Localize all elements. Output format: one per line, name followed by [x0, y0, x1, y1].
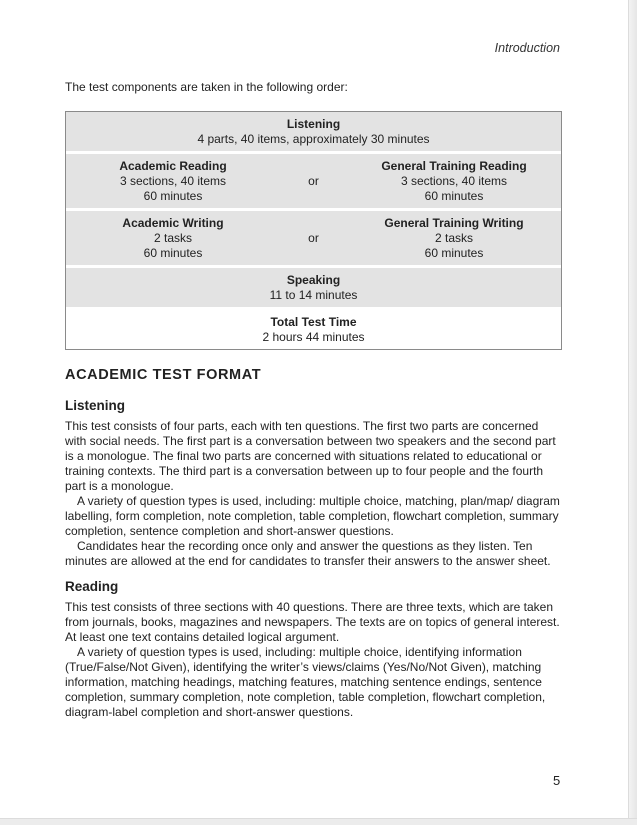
general-writing-time: 60 minutes: [424, 246, 484, 260]
total-time-detail: 2 hours 44 minutes: [262, 330, 365, 344]
academic-reading-items: 3 sections, 40 items: [119, 174, 227, 188]
listening-section-text: [65, 419, 561, 569]
listening-title: Listening: [286, 117, 341, 131]
test-order-table: [65, 111, 562, 350]
speaking-detail: 11 to 14 minutes: [269, 288, 358, 302]
page-bottom-edge: [0, 818, 637, 825]
listening-detail: 4 parts, 40 items, approximately 30 minutes: [197, 132, 430, 146]
page-number: 5: [553, 773, 561, 788]
speaking-row: [66, 268, 561, 310]
reading-section-text: [65, 600, 561, 720]
listening-heading: Listening: [65, 398, 125, 413]
academic-writing-cell: [66, 216, 280, 261]
writing-row: [66, 211, 561, 268]
general-writing-tasks: 2 tasks: [434, 231, 473, 245]
academic-reading-title: Academic Reading: [119, 159, 227, 173]
general-reading-time: 60 minutes: [424, 189, 484, 203]
listening-paragraph-2: A variety of question types is used, including: multiple choice, matching, plan/map/ diagram labelling, form completion, note completion, table completion, flowchart completion, summary completion, sentence completion and short-answer questions.: [65, 494, 560, 538]
listening-row: [66, 112, 561, 154]
running-header: Introduction: [494, 41, 560, 55]
listening-paragraph-1: This test consists of four parts, each with ten questions. The first two parts are concerned with social needs. The first part is a conversation between two speakers and the second part is a monologue. The final two parts are concerned with situations related to educational or training contexts. The third part is a conversation between up to four people and the fourth part is a monologue.: [65, 419, 556, 493]
academic-reading-time: 60 minutes: [143, 189, 203, 203]
page-edge-shadow: [628, 0, 637, 825]
academic-format-heading: ACADEMIC TEST FORMAT: [65, 367, 262, 383]
general-reading-cell: [347, 159, 561, 204]
intro-sentence: The test components are taken in the following order:: [65, 80, 348, 94]
writing-or-label: or: [308, 231, 319, 245]
reading-or-label: or: [308, 174, 319, 188]
general-writing-cell: [347, 216, 561, 261]
academic-writing-title: Academic Writing: [122, 216, 224, 230]
speaking-title: Speaking: [286, 273, 341, 287]
reading-heading: Reading: [65, 579, 119, 594]
general-reading-title: General Training Reading: [381, 159, 527, 173]
academic-writing-tasks: 2 tasks: [153, 231, 192, 245]
reading-paragraph-1: This test consists of three sections with 40 questions. There are three texts, which are taken from journals, books, magazines and newspapers. The texts are on topics of general interest. At least one text contains detailed logical argument.: [65, 600, 560, 644]
general-writing-title: General Training Writing: [384, 216, 524, 230]
general-reading-items: 3 sections, 40 items: [400, 174, 508, 188]
academic-writing-time: 60 minutes: [143, 246, 203, 260]
listening-paragraph-3: Candidates hear the recording once only and answer the questions as they listen. Ten minutes are allowed at the end for candidates to transfer their answers to the answer sheet.: [65, 539, 551, 568]
total-time-row: [66, 310, 561, 349]
academic-reading-cell: [66, 159, 280, 204]
total-time-title: Total Test Time: [270, 315, 357, 329]
reading-row: [66, 154, 561, 211]
reading-paragraph-2: A variety of question types is used, including: multiple choice, identifying information (True/False/Not Given), identifying the writer’s views/claims (Yes/No/Not Given), matching information, matching headings, matching features, matching sentence endings, sentence completion, summary completion, note completion, table completion, flowchart completion, diagram-label completion and short-answer questions.: [65, 645, 546, 719]
